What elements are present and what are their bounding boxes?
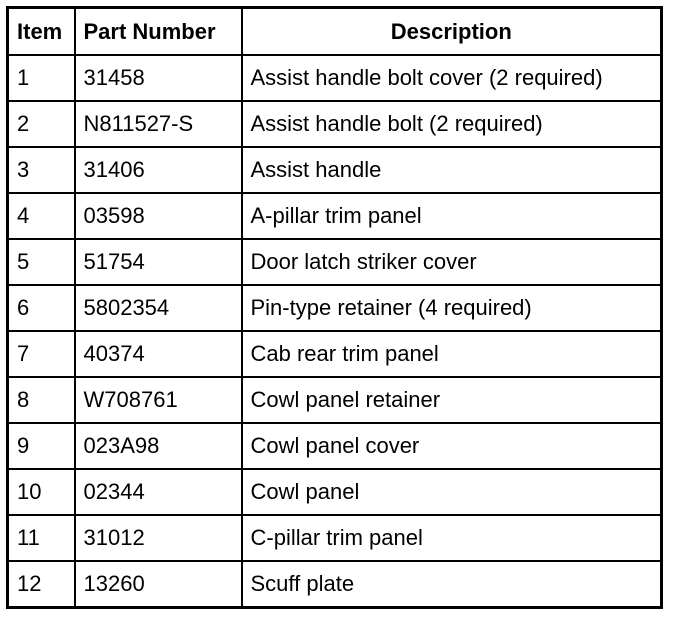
item-cell: 1: [8, 55, 75, 101]
header-row: [8, 8, 662, 56]
part-number-cell: 13260: [75, 561, 242, 608]
part-number-cell: 5802354: [75, 285, 242, 331]
table-row: [8, 377, 662, 423]
table-row: [8, 101, 662, 147]
table-row: [8, 147, 662, 193]
part-number-cell: 31406: [75, 147, 242, 193]
description-cell: Assist handle bolt (2 required): [242, 101, 662, 147]
description-cell: C-pillar trim panel: [242, 515, 662, 561]
description-cell: Door latch striker cover: [242, 239, 662, 285]
part-number-cell: N811527-S: [75, 101, 242, 147]
part-number-cell: 40374: [75, 331, 242, 377]
item-cell: 2: [8, 101, 75, 147]
description-cell: Cowl panel retainer: [242, 377, 662, 423]
part-number-cell: W708761: [75, 377, 242, 423]
part-number-cell: 02344: [75, 469, 242, 515]
item-cell: 5: [8, 239, 75, 285]
table-row: [8, 193, 662, 239]
description-cell: Cowl panel cover: [242, 423, 662, 469]
item-cell: 12: [8, 561, 75, 608]
item-cell: 6: [8, 285, 75, 331]
item-cell: 4: [8, 193, 75, 239]
item-cell: 11: [8, 515, 75, 561]
description-cell: A-pillar trim panel: [242, 193, 662, 239]
description-cell: Assist handle bolt cover (2 required): [242, 55, 662, 101]
item-cell: 3: [8, 147, 75, 193]
column-header-part-number: Part Number: [75, 8, 242, 56]
column-header-item: Item: [8, 8, 75, 56]
part-number-cell: 023A98: [75, 423, 242, 469]
item-cell: 7: [8, 331, 75, 377]
description-cell: Cowl panel: [242, 469, 662, 515]
table-row: [8, 561, 662, 608]
table-row: [8, 55, 662, 101]
description-cell: Assist handle: [242, 147, 662, 193]
description-cell: Cab rear trim panel: [242, 331, 662, 377]
table-row: [8, 423, 662, 469]
table-row: [8, 331, 662, 377]
part-number-cell: 51754: [75, 239, 242, 285]
table-body: [8, 55, 662, 608]
table-header: [8, 8, 662, 56]
part-number-cell: 03598: [75, 193, 242, 239]
part-number-cell: 31458: [75, 55, 242, 101]
description-cell: Pin-type retainer (4 required): [242, 285, 662, 331]
column-header-description: Description: [242, 8, 662, 56]
item-cell: 10: [8, 469, 75, 515]
table-row: [8, 469, 662, 515]
item-cell: 8: [8, 377, 75, 423]
table-row: [8, 285, 662, 331]
part-number-cell: 31012: [75, 515, 242, 561]
item-cell: 9: [8, 423, 75, 469]
description-cell: Scuff plate: [242, 561, 662, 608]
table-row: [8, 239, 662, 285]
table-row: [8, 515, 662, 561]
parts-table: [6, 6, 663, 609]
